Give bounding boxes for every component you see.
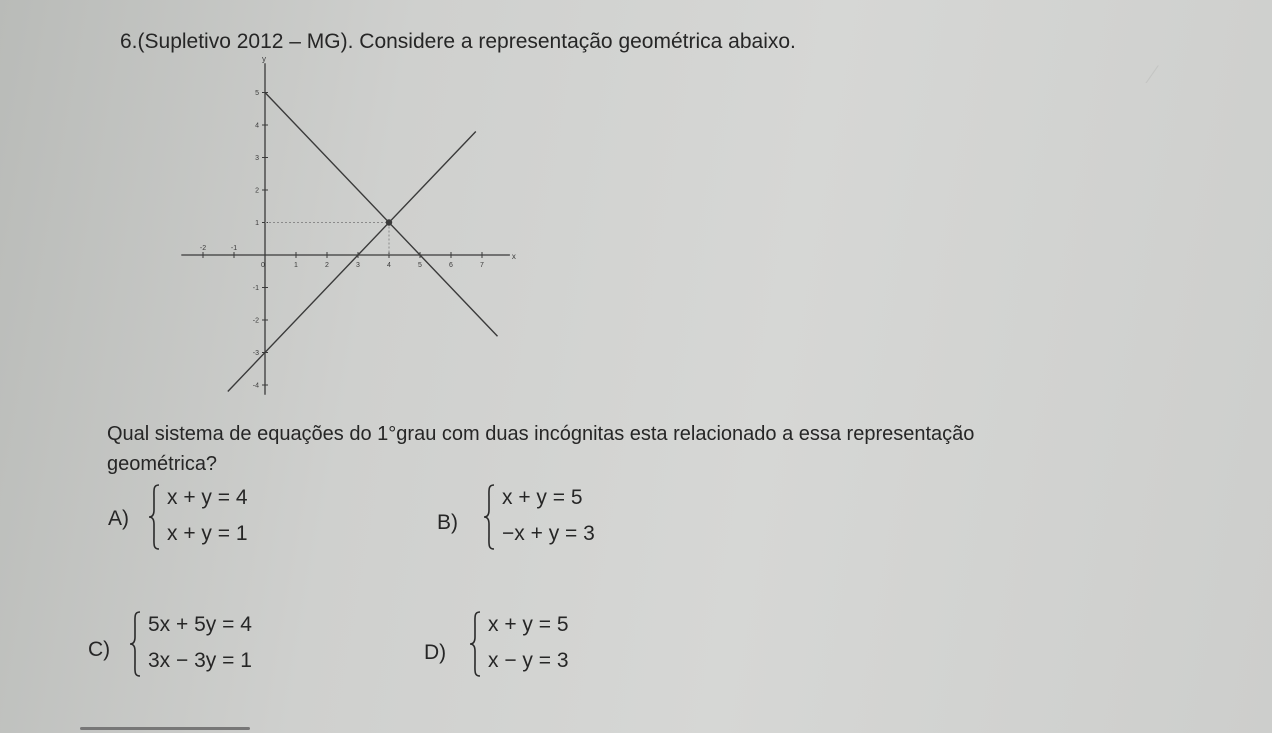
option-c-equation-2: 3x − 3y = 1	[148, 649, 252, 672]
question-text: Qual sistema de equações do 1°grau com duas incógnitas esta relacionado a essa representação geométrica?	[107, 423, 975, 475]
option-a-equation-1: x + y = 4	[167, 486, 248, 509]
x-tick-label: 7	[480, 262, 484, 269]
coordinate-graph	[180, 54, 520, 400]
option-a-equation-2: x + y = 1	[167, 522, 248, 545]
option-c-equation-1: 5x + 5y = 4	[148, 613, 252, 636]
option-b-equation-1: x + y = 5	[502, 486, 583, 509]
x-tick-label: -1	[230, 245, 238, 252]
x-axis-label: x	[511, 252, 516, 261]
line-x-plus-y-5	[265, 93, 498, 337]
y-axis-label: y	[262, 54, 266, 64]
x-tick-label: 2	[325, 262, 329, 269]
x-tick-label: 0	[261, 262, 265, 269]
y-tick-label: 1	[255, 220, 259, 227]
x-tick-label: 4	[387, 262, 391, 269]
x-tick-label: 1	[294, 262, 298, 269]
y-tick-label: -4	[252, 382, 259, 390]
exercise-heading: 6.(Supletivo 2012 – MG). Considere a representação geométrica abaixo.	[120, 30, 796, 53]
show-through-mark: ⁄	[1150, 60, 1155, 89]
brace-icon	[128, 609, 142, 679]
x-tick-label: 5	[418, 262, 422, 269]
y-tick-label: -3	[252, 350, 259, 357]
option-d-equation-1: x + y = 5	[488, 613, 569, 636]
page-edge-mark	[80, 727, 250, 730]
x-tick-label: 3	[356, 262, 360, 269]
brace-icon	[482, 482, 496, 552]
y-tick-label: 2	[255, 187, 259, 195]
option-c-letter: C)	[88, 638, 111, 661]
option-b-letter: B)	[437, 511, 458, 534]
option-d-letter: D)	[424, 641, 447, 664]
y-tick-label: -2	[252, 317, 259, 325]
x-tick-label: 6	[449, 262, 453, 269]
y-tick-label: 5	[255, 90, 259, 97]
y-tick-label: -1	[252, 285, 259, 292]
x-tick-label: -2	[199, 245, 207, 252]
y-tick-label: 4	[255, 122, 259, 130]
y-tick-label: 3	[255, 155, 259, 162]
option-d-equation-2: x − y = 3	[488, 649, 569, 672]
brace-icon	[468, 609, 482, 679]
option-a-letter: A)	[108, 507, 129, 530]
option-b-equation-2: −x + y = 3	[502, 522, 595, 545]
intersection-point	[386, 219, 392, 225]
brace-icon	[147, 482, 161, 552]
